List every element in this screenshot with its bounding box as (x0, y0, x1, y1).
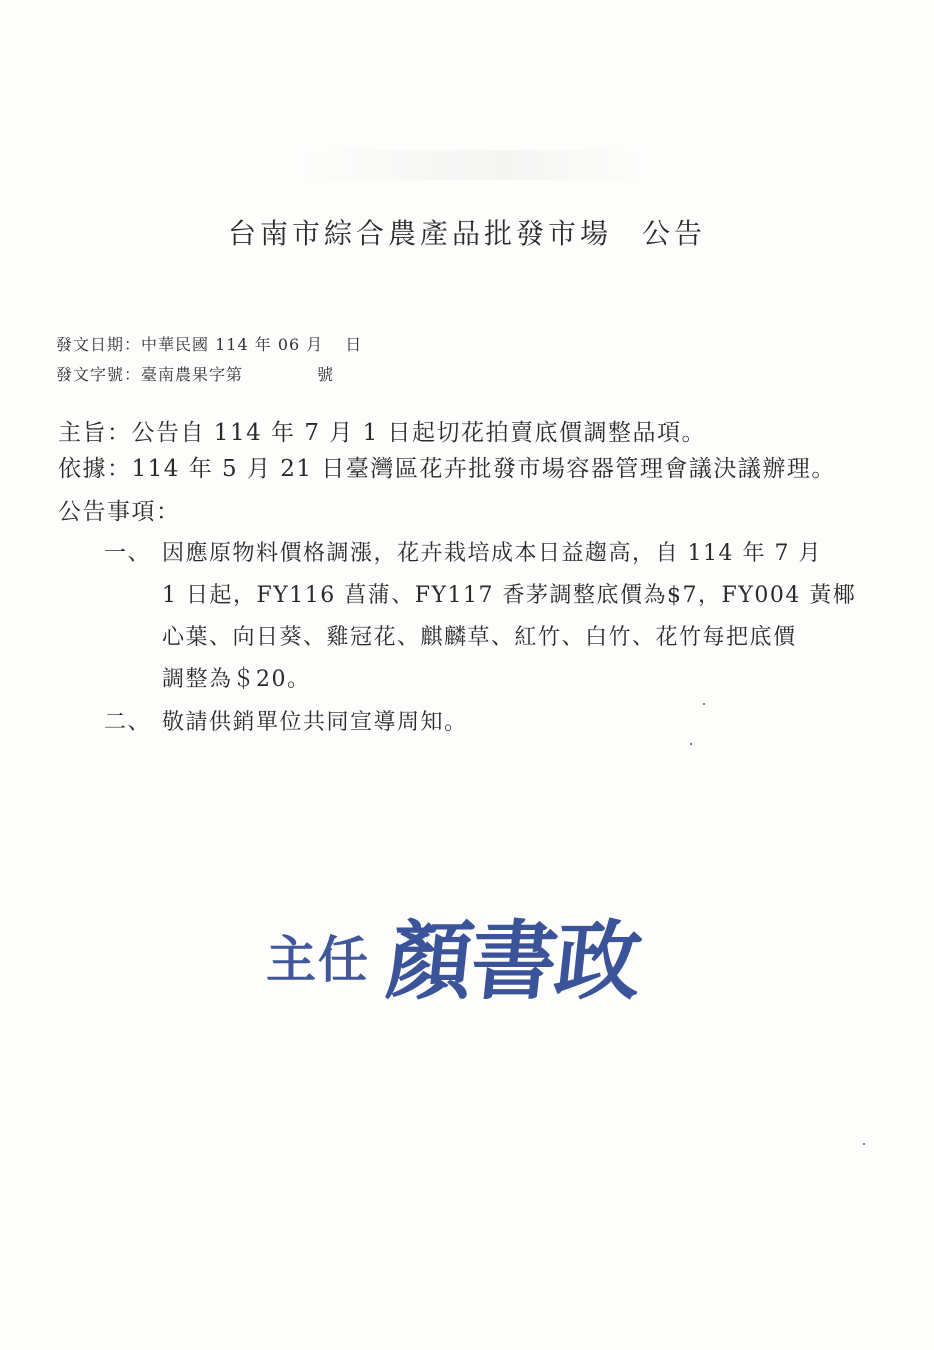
issue-date-label: 發文日期： (56, 335, 142, 354)
document-number (56, 362, 334, 385)
document-title-suffix: 公告 (642, 217, 707, 250)
director-seal (262, 890, 662, 1020)
items-heading: 公告事項： (58, 499, 181, 525)
issue-date-day-unit: 日 (345, 335, 363, 354)
seal-stamp-icon (262, 890, 662, 1020)
item-line: 1 日起，FY116 菖蒲、FY117 香茅調整底價為$7，FY004 黃椰 (162, 583, 857, 608)
document-number-unit: 號 (317, 365, 335, 384)
seal-title: 主任 (266, 930, 370, 989)
scan-speck (703, 703, 705, 705)
item-number: 二、 (104, 710, 152, 735)
item-line: 調整為＄20。 (162, 667, 311, 692)
item-number: 一、 (104, 541, 152, 566)
subject-line: 主旨：公告自 114 年 7 月 1 日起切花拍賣底價調整品項。 (58, 420, 707, 446)
issue-date (56, 332, 362, 355)
seal-name: 顏書政 (381, 911, 645, 1012)
background-bleed-through (290, 150, 650, 180)
issue-date-value: 中華民國 114 年 06 月 (141, 335, 324, 354)
item-line: 因應原物料價格調漲，花卉栽培成本日益趨高，自 114 年 7 月 (162, 541, 822, 566)
basis-line: 依據：114 年 5 月 21 日臺灣區花卉批發市場容器管理會議決議辦理。 (58, 456, 836, 482)
item-line: 心葉、向日葵、雞冠花、麒麟草、紅竹、白竹、花竹每把底價 (162, 625, 797, 650)
scan-speck (690, 743, 692, 745)
document-title-text: 台南市綜合農產品批發市場 (227, 217, 612, 250)
document-number-label: 發文字號： (56, 365, 142, 384)
item-line: 敬請供銷單位共同宣導周知。 (162, 710, 468, 735)
document-title (0, 212, 934, 252)
scan-speck (863, 1143, 865, 1145)
document-number-value: 臺南農果字第 (141, 365, 244, 384)
